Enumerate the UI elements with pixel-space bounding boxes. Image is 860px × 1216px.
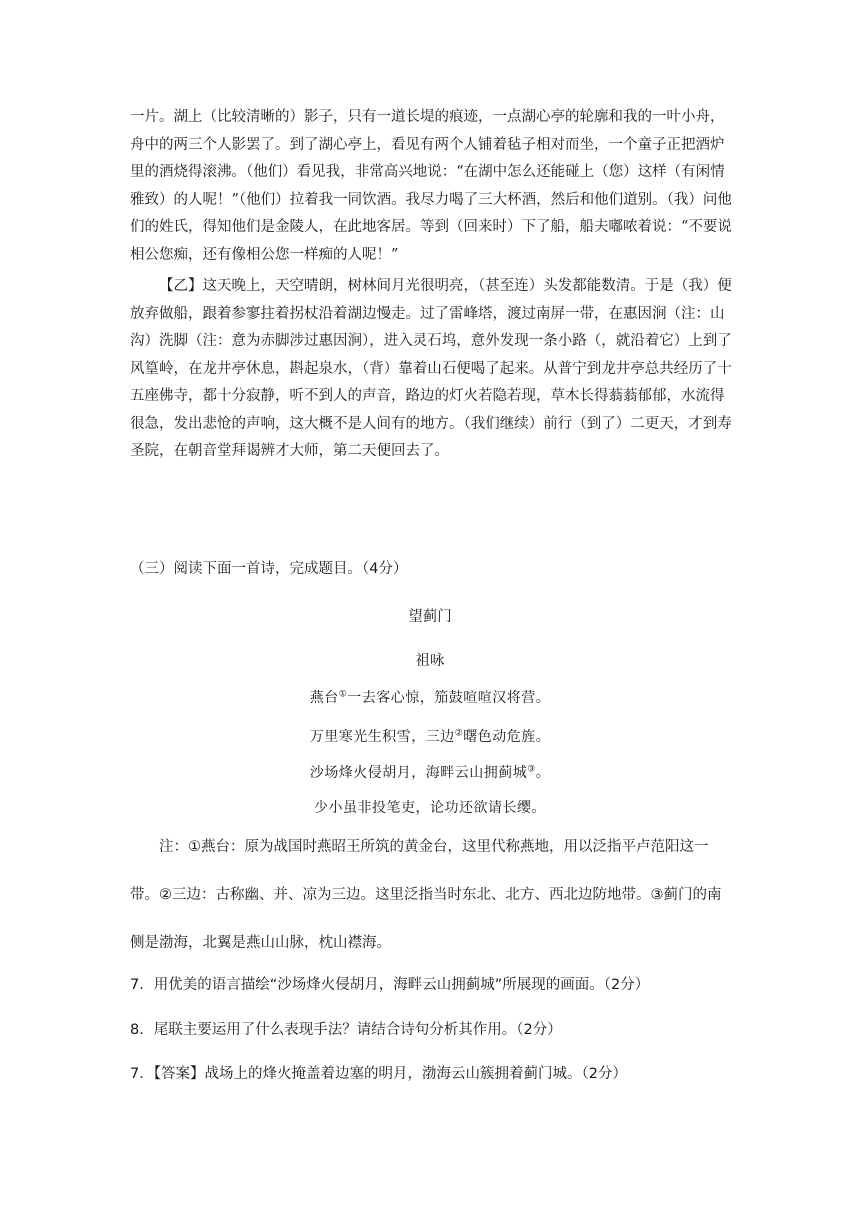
- poem-line-1-part-b: 一去客心惊，笳鼓喧喧汉将营。: [347, 690, 551, 706]
- poem-line-1-part-a: 燕台: [309, 690, 339, 706]
- poem-line-2-part-a: 万里寒光生积雪，三边: [309, 729, 455, 745]
- translation-yi-paragraph: 【乙】这天晚上，天空晴朗，树林间月光很明亮，（甚至连）头发都能数清。于是（我）便放弃做船，跟着参寥拄着拐杖沿着湖边慢走。过了雷峰塔，渡过南屏一带，在惠因涧（注：山沟）洗脚（注：意为赤脚涉过惠因涧），进入灵石坞，意外发现一条小路（，就沿着它）上到了风篁岭，在龙井亭休息，斟起泉水，（背）靠着山石便喝了起来。从普宁到龙井亭总共经历了十五座佛寺，都十分寂静，听不到人的声音，路边的灯火若隐若现，草木长得蓊蓊郁郁，水流得很急，发出悲怆的声响，这大概不是人间有的地方。（我们继续）前行（到了）二更天，才到寿圣院，在朝音堂拜谒辨才大师，第二天便回去了。: [130, 278, 732, 459]
- translation-jia-continuation: 一片。湖上（比较清晰的）影子，只有一道长堤的痕迹，一点湖心亭的轮廓和我的一叶小舟，舟中的两三个人影罢了。到了湖心亭上，看见有两个人铺着毡子相对而坐，一个童子正把酒炉里的酒烧得滚沸。（他们）看见我，非常高兴地说：“在湖中怎么还能碰上（您）这样（有闲情雅致）的人呢！”（他们）拉着我一同饮酒。我尽力喝了三大杯酒，然后和他们道别。（我）问他们的姓氏，得知他们是金陵人，在此地客居。等到（回来时）下了船，船夫嘟哝着说：“不要说相公您痴，还有像相公您一样痴的人呢！”: [130, 109, 732, 263]
- poem-title: 望蓟门: [408, 609, 452, 625]
- footnote-mark-3: ③: [527, 764, 536, 775]
- poem-line-3: [0, 762, 860, 782]
- translation-block: [130, 104, 735, 466]
- poem-line-3-part-a: 沙场烽火侵胡月，海畔云山拥蓟城: [309, 765, 528, 781]
- poem-line-1: [0, 687, 860, 707]
- poem-line-2-part-b: 曙色动危旌。: [463, 729, 551, 745]
- section-3-heading: （三）阅读下面一首诗，完成题目。（4分）: [130, 561, 408, 577]
- footnote-mark-1: ①: [338, 689, 348, 700]
- question-7: 7．用优美的语言描绘“沙场烽火侵胡月，海畔云山拥蓟城”所展现的画面。（2分）: [130, 977, 650, 993]
- question-8: 8．尾联主要运用了什么表现手法？请结合诗句分析其作用。（2分）: [130, 1022, 562, 1038]
- footnote-mark-2: ②: [454, 728, 464, 739]
- poem-line-3-part-b: 。: [535, 765, 551, 781]
- poem-line-2: [0, 726, 860, 746]
- poem-notes: 注：①燕台：原为战国时燕昭王所筑的黄金台，这里代称燕地，用以泛指平卢范阳这一带。②三边：古称幽、并、凉为三边。这里泛指当时东北、北方、西北边防地带。③蓟门的南侧是渤海，北翼是燕山山脉，枕山襟海。: [130, 839, 722, 951]
- poem-line-4: 少小虽非投笔吏，论功还欲请长缨。: [314, 800, 546, 816]
- answer-7: 7．【答案】战场上的烽火掩盖着边塞的明月，渤海云山簇拥着蓟门城。（2分）: [130, 1066, 627, 1082]
- poem-author: 祖咏: [415, 653, 445, 669]
